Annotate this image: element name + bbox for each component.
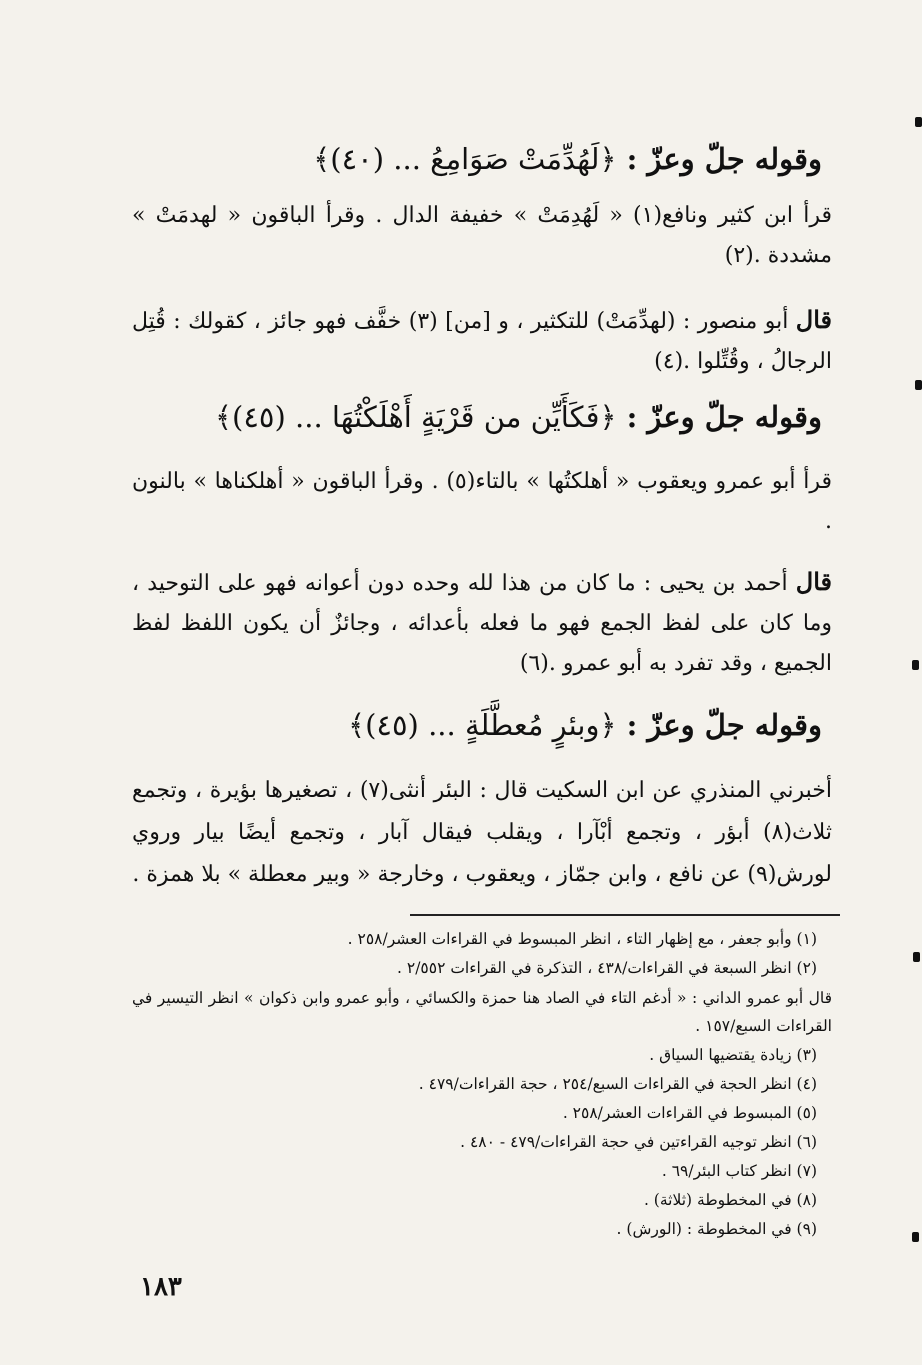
paragraph-body: أبو منصور : (لهدِّمَتْ) للتكثير ، و [من] (٣) خفَّف فهو جائز ، كقولك : قُتِل الرجالُ ، وقُتِّلوا .(٤) [132,309,832,374]
footnote: (٥) المبسوط في القراءات العشر/٢٥٨ . [562,1104,817,1122]
footnote: (١) وأبو جعفر ، مع إظهار التاء ، انظر المبسوط في القراءات العشر/٢٥٨ . [347,930,817,948]
footnote: قال أبو عمرو الداني : « أدغم التاء في الصاد هنا حمزة والكسائي ، وأبو عمرو وابن ذكوان » انظر التيسير في القراءات السبع/١٥٧ . [132,989,832,1035]
footnote: (٨) في المخطوطة (ثلاثة) . [643,1191,817,1209]
verse-heading [313,142,822,176]
heading-lead: وقوله جلّ وعزّ : [626,400,822,434]
heading-lead: وقوله جلّ وعزّ : [626,708,822,742]
footnote: (٩) في المخطوطة : (الورش) . [616,1220,817,1238]
footnote: (٧) انظر كتاب البئر/٦٩ . [661,1162,817,1180]
scan-edge-mark [915,117,922,127]
quran-verse: ﴿فَكَأَيِّن من قَرْيَةٍ أَهْلَكْتُهَا ... (٤٥)﴾ [215,400,617,434]
verse-heading [215,400,822,434]
paragraph [132,300,832,382]
page-number: ١٨٣ [140,1272,182,1302]
footnote: (٤) انظر الحجة في القراءات السبع/٢٥٤ ، حجة القراءات/٤٧٩ . [418,1075,817,1093]
paragraph: قرأ ابن كثير ونافع(١) « لَهُدِمَتْ » خفيفة الدال . وقرأ الباقون « لهدمَتْ » مشددة .(٢) [132,203,832,268]
verse-heading [348,708,822,742]
paragraph [132,562,832,684]
footnote: (٦) انظر توجيه القراءتين في حجة القراءات/٤٧٩ - ٤٨٠ . [460,1133,817,1151]
scan-edge-mark [915,380,922,390]
quran-verse: ﴿لَهُدِّمَتْ صَوَامِعُ ... (٤٠)﴾ [313,142,617,176]
scan-edge-mark [913,952,920,962]
scan-edge-mark [912,660,919,670]
paragraph: قرأ أبو عمرو ويعقوب « أهلكتُها » بالتاء(٥) . وقرأ الباقون « أهلكناها » بالنون . [132,469,832,534]
heading-lead: وقوله جلّ وعزّ : [626,142,822,176]
paragraph-body: أحمد بن يحيى : ما كان من هذا لله وحده دون أعوانه فهو على التوحيد ، وما كان على لفظ الجمع فهو ما فعله بأعدائه ، وجائزٌ أن يكون اللفظ لفظ الجميع ، وقد تفرد به أبو عمرو .(٦) [132,571,832,676]
footnote: (٢) انظر السبعة في القراءات/٤٣٨ ، التذكرة في القراءات ٢/٥٥٢ . [397,959,817,977]
paragraph-lead: قال [795,567,832,596]
paragraph-lead: قال [795,305,833,334]
footnote: (٣) زيادة يقتضيها السياق . [649,1046,817,1064]
scan-edge-mark [912,1232,919,1242]
quran-verse: ﴿وبئرٍ مُعطَّلَةٍ ... (٤٥)﴾ [348,708,617,742]
footnote-divider [410,914,840,916]
paragraph: أخبرني المنذري عن ابن السكيت قال : البئر أنثى(٧) ، تصغيرها بؤيرة ، وتجمع ثلاث(٨) أبؤر ، وتجمع أبْآرا ، ويقلب فيقال آبار ، وتجمع أيضًا بيار وروي لورش(٩) عن نافع ، وابن جمّاز ، ويعقوب ، وخارجة « وبير معطلة » بلا همزة . [132,778,832,887]
